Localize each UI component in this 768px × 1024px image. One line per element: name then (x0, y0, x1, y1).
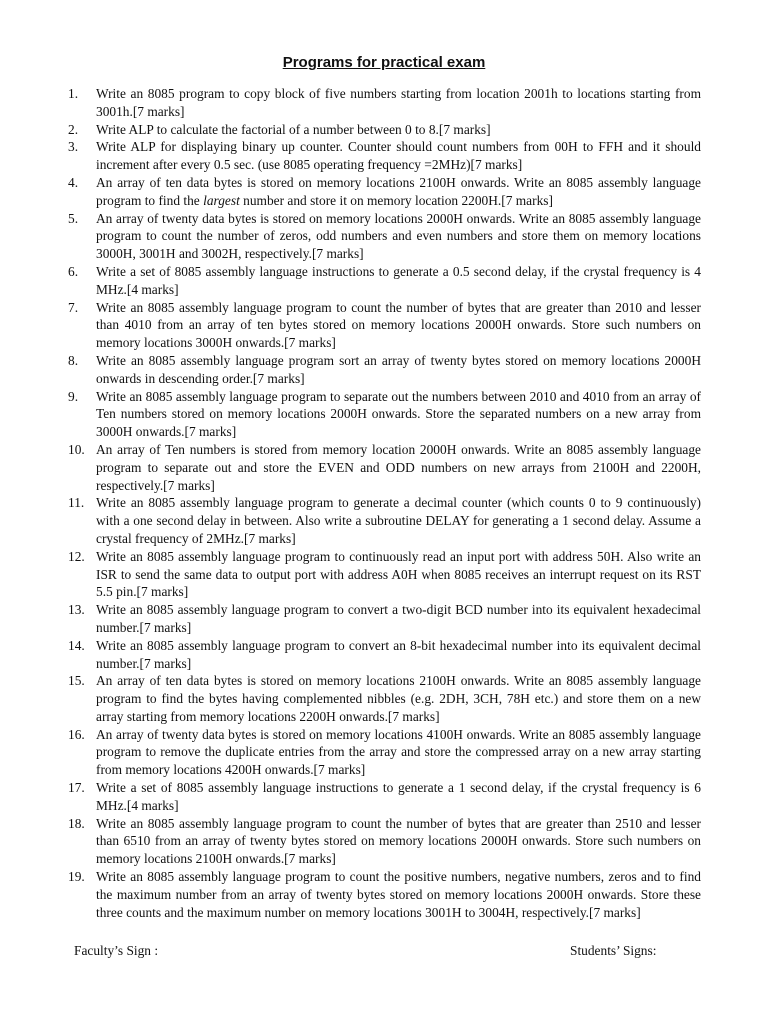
program-number: 2. (68, 121, 79, 137)
program-text-part: An array of Ten numbers is stored from memory location 2000H onwards. Write an 8085 assembly language program to separate out and store the EVEN and ODD numbers on new arrays from 2100H and 2200H, respectively.[7 marks] (96, 441, 701, 493)
program-number: 14. (68, 637, 85, 653)
program-text (96, 388, 701, 441)
program-text (96, 815, 701, 868)
program-item (68, 352, 701, 388)
program-text-part: Write an 8085 assembly language program sort an array of twenty bytes stored on memory locations 2000H onwards in descending order.[7 marks] (96, 352, 701, 386)
program-text (96, 441, 701, 494)
program-text (96, 174, 701, 210)
program-number: 19. (68, 869, 85, 885)
program-text (96, 601, 701, 637)
program-text-part: number and store it on memory location 2200H.[7 marks] (239, 192, 553, 208)
program-number: 6. (68, 263, 79, 279)
program-text (96, 548, 701, 601)
program-text (96, 121, 701, 139)
program-item (68, 299, 701, 352)
program-text-part: Write an 8085 assembly language program to count the positive numbers, negative numbers, zeros and to find the maximum number from an array of twenty bytes stored on memory locations 2000H onwards. Store these three counts and the maximum number on memory locations 3001H to 3004H, respectively.[7 marks] (96, 869, 701, 920)
program-text-part: Write an 8085 assembly language program to continuously read an input port with address 50H. Also write an ISR to send the same data to output port with address A0H when 8085 receives an interrupt request on its RST 5.5 pin.[7 marks] (96, 548, 701, 600)
program-text-part: Write an 8085 assembly language program to count the number of bytes that are greater than 2010 and lesser than 4010 from an array of ten bytes stored on memory locations 2000H onwards. Store such numbers on memory locations 3000H onwards.[7 marks] (96, 299, 701, 351)
program-number: 18. (68, 815, 85, 831)
program-text-part: Write ALP to calculate the factorial of a number between 0 to 8.[7 marks] (96, 121, 491, 137)
program-item (68, 815, 701, 868)
program-number: 10. (68, 441, 85, 457)
program-text-part: Write an 8085 assembly language program to convert a two-digit BCD number into its equivalent hexadecimal number.[7 marks] (96, 602, 701, 635)
program-text-part: An array of twenty data bytes is stored on memory locations 4100H onwards. Write an 8085 assembly language program to remove the duplicate entries from the array and store the compressed array on a new array starting from memory locations 4200H onwards.[7 marks] (96, 726, 701, 778)
program-text-part: Write ALP for displaying binary up counter. Counter should count numbers from 00H to FFH and it should increment after every 0.5 sec. (use 8085 operating frequency =2MHz)[7 marks] (96, 139, 701, 173)
program-text (96, 352, 701, 388)
program-number: 3. (68, 139, 79, 155)
program-item (68, 121, 701, 139)
program-number: 17. (68, 780, 85, 796)
program-text-part: An array of ten data bytes is stored on memory locations 2100H onwards. Write an 8085 assembly language program to find the bytes having complemented nibbles (e.g. 2DH, 3CH, 78H etc.) and store them on a new array starting from memory locations 2200H onwards.[7 marks] (96, 673, 701, 724)
program-text-part: An array of twenty data bytes is stored on memory locations 2000H onwards. Write an 8085 assembly language program to count the number of zeros, odd numbers and even numbers and store them on memory locations 3000H, 3001H and 3002H, respectively.[7 marks] (96, 210, 701, 262)
program-text-part: Write a set of 8085 assembly language instructions to generate a 1 second delay, if the crystal frequency is 6 MHz.[4 marks] (96, 780, 701, 813)
program-item (68, 263, 701, 299)
program-item (68, 548, 701, 601)
program-number: 4. (68, 174, 79, 190)
program-number: 1. (68, 86, 79, 101)
program-item (68, 441, 701, 494)
program-text-emphasis: largest (203, 192, 240, 208)
program-number: 12. (68, 548, 85, 564)
program-text (96, 138, 701, 174)
program-text-part: Write an 8085 assembly language program to generate a decimal counter (which counts 0 to 9 continuously) with a one second delay in between. Also write a subroutine DELAY for generating a 1 second delay. Assume a crystal frequency of 2MHz.[7 marks] (96, 495, 701, 546)
program-item (68, 726, 701, 779)
program-text (96, 672, 701, 725)
program-text (96, 726, 701, 779)
program-text (96, 85, 701, 121)
program-text-part: Write an 8085 assembly language program to convert an 8-bit hexadecimal number into its equivalent decimal number.[7 marks] (96, 637, 701, 671)
program-number: 9. (68, 388, 79, 404)
program-text (96, 210, 701, 263)
program-item (68, 637, 701, 673)
program-number: 7. (68, 299, 79, 315)
program-text (96, 779, 701, 815)
program-text-part: Write a set of 8085 assembly language instructions to generate a 0.5 second delay, if the crystal frequency is 4 MHz.[4 marks] (96, 263, 701, 297)
program-item (68, 868, 701, 921)
program-text (96, 494, 701, 547)
students-signs-label: Students’ Signs: (570, 943, 657, 958)
page-title (0, 54, 768, 71)
program-number: 8. (68, 352, 79, 368)
program-item (68, 85, 701, 121)
program-text-part: Write an 8085 assembly language program to separate out the numbers between 2010 and 4010 from an array of Ten numbers stored on memory locations 2000H onwards. Store the separated numbers on a new array from 3000H onwards.[7 marks] (96, 388, 701, 440)
program-item (68, 601, 701, 637)
program-text (96, 868, 701, 921)
program-number: 15. (68, 673, 85, 689)
program-text-part: Write an 8085 program to copy block of five numbers starting from location 2001h to locations starting from 3001h.[7 marks] (96, 86, 701, 119)
program-item (68, 388, 701, 441)
program-item (68, 494, 701, 547)
program-number: 16. (68, 726, 85, 742)
program-text-part: Write an 8085 assembly language program to count the number of bytes that are greater than 2510 and lesser than 6510 from an array of twenty bytes stored on memory locations 2000H onwards. Store such numbers on memory locations 2100H onwards.[7 marks] (96, 815, 701, 867)
program-item (68, 779, 701, 815)
page-title-text: Programs for practical exam (282, 54, 486, 71)
program-number: 13. (68, 602, 85, 618)
program-item (68, 210, 701, 263)
program-text (96, 299, 701, 352)
program-text (96, 637, 701, 673)
program-text (96, 263, 701, 299)
program-number: 11. (68, 495, 85, 511)
program-item (68, 672, 701, 725)
program-item (68, 174, 701, 210)
program-text-part: An array of ten data bytes is stored on memory locations 2100H onwards. Write an 8085 assembly language program to find the (96, 174, 701, 208)
program-list (68, 85, 701, 921)
program-number: 5. (68, 210, 79, 226)
program-item (68, 138, 701, 174)
faculty-sign-label: Faculty’s Sign : (74, 943, 159, 958)
